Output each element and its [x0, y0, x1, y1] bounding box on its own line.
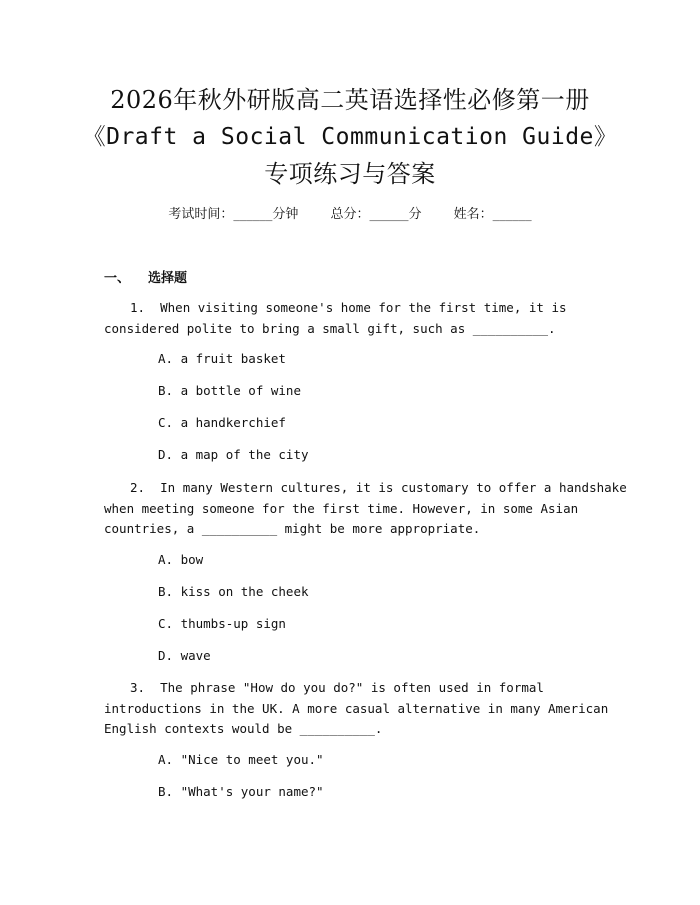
- title-line-2: 《Draft a Social Communication Guide》: [82, 124, 618, 150]
- option-2c: C. thumbs-up sign: [158, 616, 286, 631]
- question-text: When visiting someone's home for the first time, it is: [160, 300, 567, 315]
- exam-meta: [0, 206, 700, 224]
- question-3: [104, 678, 609, 740]
- question-line: [104, 678, 604, 699]
- question-line: considered polite to bring a small gift, such as __________.: [104, 320, 556, 336]
- student-name: 姓名：______: [453, 207, 532, 222]
- option-1c: C. a handkerchief: [158, 415, 286, 430]
- option-1a: A. a fruit basket: [158, 351, 286, 366]
- question-1: [104, 298, 604, 339]
- title-line-1: 2026年秋外研版高二英语选择性必修第一册: [110, 86, 590, 114]
- question-2: [104, 478, 627, 540]
- question-text: The phrase "How do you do?" is often used in formal: [160, 680, 544, 695]
- option-3b: B. "What's your name?": [158, 784, 324, 799]
- question-line: when meeting someone for the first time. However, in some Asian: [104, 500, 579, 516]
- section-label: 选择题: [148, 271, 188, 286]
- question-line: [104, 478, 627, 499]
- option-1d: D. a map of the city: [158, 447, 309, 462]
- question-number: 3.: [130, 680, 146, 695]
- option-1b: B. a bottle of wine: [158, 383, 301, 398]
- question-text: In many Western cultures, it is customary to offer a handshake: [160, 480, 627, 495]
- question-line: English contexts would be __________.: [104, 721, 383, 736]
- question-number: 2.: [130, 480, 146, 495]
- option-2d: D. wave: [158, 648, 211, 663]
- section-number: 一、: [104, 271, 131, 286]
- question-number: 1.: [130, 300, 146, 315]
- exam-score: 总分：______分: [330, 207, 422, 222]
- question-line: introductions in the UK. A more casual alternative in many American: [104, 700, 609, 716]
- option-3a: A. "Nice to meet you.": [158, 752, 324, 767]
- question-line: [104, 298, 604, 319]
- question-line: countries, a __________ might be more appropriate.: [104, 521, 481, 536]
- exam-time: 考试时间：______分钟: [168, 207, 299, 222]
- section-heading: [104, 267, 187, 286]
- title-line-3: 专项练习与答案: [264, 160, 436, 188]
- option-2b: B. kiss on the cheek: [158, 584, 309, 599]
- option-2a: A. bow: [158, 552, 204, 567]
